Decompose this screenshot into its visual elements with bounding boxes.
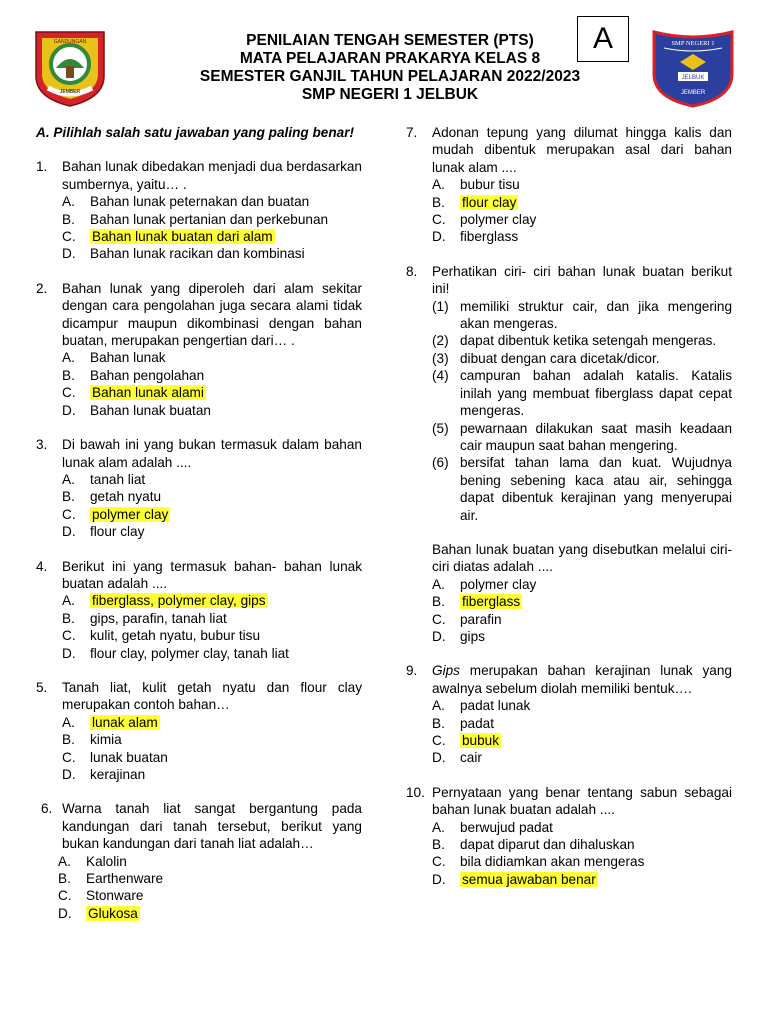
option-letter: C. (432, 733, 446, 748)
option-text: fiberglass (460, 229, 519, 245)
left-logo-top-text: GANDUNGAN (53, 39, 87, 45)
question-text-rest: merupakan bahan kerajinan lunak yang awalnya sebelum diolah memiliki bentuk…. (432, 663, 732, 696)
characteristic-item (432, 420, 732, 455)
item-number: (2) (432, 333, 449, 349)
question-italic-term: Gips (432, 663, 460, 679)
option-a[interactable] (62, 471, 362, 488)
option-letter: B. (432, 594, 445, 610)
question-number: 2. (36, 280, 48, 296)
option-letter: B. (62, 610, 75, 626)
question-number: 3. (36, 437, 48, 453)
question-text: Adonan tepung yang dilumat hingga kalis dan mudah dibentuk merupakan asal dari bahan lunak alam .... (432, 125, 732, 175)
option-letter: C. (62, 628, 76, 644)
answer-highlight: fiberglass, polymer clay, gips (92, 593, 266, 609)
option-letter: B. (62, 732, 75, 748)
item-text: bersifat tahan lama dan kuat. Wujudnya bening sebening kaca atau air, sehingga dapat dibentuk kerajinan yang menyerupai air. (460, 455, 732, 523)
question-number: 9. (406, 663, 418, 679)
school-badge-logo (650, 28, 736, 108)
question-3 (36, 436, 362, 540)
question-number: 10. (406, 784, 425, 800)
option-text: Bahan pengolahan (90, 367, 205, 383)
right-logo-top-text: SMP NEGERI 1 (671, 40, 715, 47)
option-letter: D. (62, 246, 76, 262)
option-d[interactable] (62, 766, 362, 783)
answer-highlight: Bahan lunak buatan dari alam (92, 229, 273, 245)
option-b[interactable] (58, 870, 362, 887)
characteristic-item (432, 332, 732, 349)
option-text: kerajinan (90, 767, 146, 782)
option-d[interactable] (432, 749, 732, 766)
option-letter: A. (432, 698, 445, 714)
option-c[interactable] (432, 611, 732, 628)
option-letter: D. (62, 767, 76, 782)
option-letter: C. (432, 854, 446, 870)
option-letter: C. (58, 888, 72, 904)
exam-header (0, 0, 768, 112)
option-d-answer[interactable] (58, 905, 362, 922)
option-c[interactable] (62, 627, 362, 644)
option-text: tanah liat (90, 471, 146, 487)
exam-title-line-4: SMP NEGERI 1 JELBUK (301, 86, 479, 103)
option-letter: A. (62, 350, 75, 366)
question-number: 4. (36, 558, 48, 574)
option-text: Bahan lunak buatan (90, 402, 211, 418)
option-letter: A. (62, 714, 75, 730)
question-text: Bahan lunak dibedakan menjadi dua berdasarkan sumbernya, yaitu… . (62, 159, 362, 192)
option-letter: D. (62, 402, 76, 418)
instruction-text: A. Pilihlah salah satu jawaban yang paling benar! (36, 125, 355, 140)
question-2 (36, 280, 362, 419)
option-letter: B. (58, 871, 71, 887)
answer-highlight: fiberglass (462, 594, 521, 610)
option-text: cair (460, 750, 482, 766)
option-letter: C. (432, 212, 446, 228)
option-b-answer[interactable] (432, 593, 732, 610)
option-text: berwujud padat (460, 819, 553, 835)
option-text: Earthenware (86, 871, 164, 887)
option-a[interactable] (432, 697, 732, 714)
item-text: memiliki struktur cair, dan jika mengering akan mengeras. (460, 298, 732, 332)
exam-title-line-1: PENILAIAN TENGAH SEMESTER (PTS) (246, 32, 534, 49)
item-number: (4) (432, 368, 449, 384)
option-letter: C. (62, 749, 76, 765)
characteristic-item (432, 350, 732, 367)
item-number: (3) (432, 350, 449, 366)
characteristic-item (432, 454, 732, 524)
option-d[interactable] (62, 245, 362, 262)
question-text: Di bawah ini yang bukan termasuk dalam bahan lunak alam adalah .... (62, 437, 362, 470)
option-b[interactable] (62, 367, 362, 384)
option-letter: D. (432, 628, 446, 644)
question-number: 8. (406, 263, 418, 279)
option-text: polymer clay (460, 576, 537, 592)
option-letter: A. (62, 471, 75, 487)
option-a[interactable] (62, 193, 362, 210)
option-c-answer[interactable] (62, 384, 362, 401)
option-a-answer[interactable] (62, 592, 362, 609)
option-letter: C. (62, 506, 76, 522)
option-text: Bahan lunak pertanian dan perkebunan (90, 211, 329, 227)
option-text: bubur tisu (460, 177, 520, 193)
right-logo-bottom-text: JEMBER (680, 90, 706, 96)
option-text: Bahan lunak (90, 350, 166, 366)
option-letter: B. (432, 837, 445, 853)
option-a[interactable] (432, 176, 732, 193)
item-number: (1) (432, 298, 449, 314)
exam-title-block (150, 32, 630, 104)
option-a[interactable] (58, 853, 362, 870)
question-7 (406, 124, 732, 246)
option-letter: A. (432, 576, 445, 592)
option-text: gips, parafin, tanah liat (90, 610, 227, 626)
option-letter: C. (62, 385, 76, 401)
question-text (432, 662, 732, 697)
question-4 (36, 558, 362, 662)
option-text: parafin (460, 611, 502, 627)
option-text: Bahan lunak peternakan dan buatan (90, 194, 310, 210)
option-d[interactable] (432, 228, 732, 245)
answer-highlight: lunak alam (92, 714, 158, 730)
option-b[interactable] (432, 836, 732, 853)
option-b[interactable] (62, 610, 362, 627)
option-letter: C. (62, 229, 76, 245)
option-text: Stonware (86, 888, 144, 904)
option-text: flour clay (90, 524, 145, 540)
question-6 (36, 800, 362, 922)
option-letter: B. (432, 194, 445, 210)
question-9 (406, 662, 732, 766)
option-a-answer[interactable] (62, 714, 362, 731)
option-text: Kalolin (86, 853, 127, 869)
question-text: Perhatikan ciri- ciri bahan lunak buatan berikut ini! (432, 263, 732, 297)
question-text: Tanah liat, kulit getah nyatu dan flour clay merupakan contoh bahan… (62, 679, 362, 713)
option-d[interactable] (62, 645, 362, 662)
option-text: dapat diparut dan dihaluskan (460, 837, 635, 853)
left-column (36, 124, 362, 939)
option-letter: B. (62, 211, 75, 227)
option-text: polymer clay (460, 212, 537, 228)
item-number: (6) (432, 455, 449, 471)
question-8 (406, 263, 732, 646)
option-a[interactable] (432, 819, 732, 836)
option-letter: D. (58, 905, 72, 921)
option-c-answer[interactable] (432, 732, 732, 749)
option-d[interactable] (432, 628, 732, 645)
answer-highlight: Glukosa (88, 905, 138, 921)
option-a[interactable] (432, 576, 732, 593)
question-5 (36, 679, 362, 783)
option-c-answer[interactable] (62, 228, 362, 245)
option-a[interactable] (62, 349, 362, 366)
option-b[interactable] (432, 715, 732, 732)
option-text: getah nyatu (90, 489, 162, 505)
question-number: 7. (406, 125, 418, 140)
question-10 (406, 784, 732, 888)
option-c[interactable] (432, 211, 732, 228)
option-letter: C. (432, 611, 446, 627)
question-text: Berikut ini yang termasuk bahan- bahan lunak buatan adalah .... (62, 558, 362, 591)
option-letter: A. (62, 194, 75, 210)
exam-version-box: A (577, 16, 629, 62)
answer-highlight: bubuk (462, 733, 500, 748)
regency-crest-logo (30, 28, 110, 108)
exam-title-line-3: SEMESTER GANJIL TAHUN PELAJARAN 2022/2023 (199, 68, 581, 85)
option-text: bila didiamkan akan mengeras (460, 854, 645, 870)
answer-highlight: polymer clay (92, 506, 169, 522)
option-letter: B. (62, 367, 75, 383)
characteristic-item (432, 298, 732, 333)
option-d[interactable] (62, 402, 362, 419)
option-b-answer[interactable] (432, 194, 732, 211)
question-number: 5. (36, 679, 48, 695)
left-logo-bottom-text: JEMBER (59, 89, 81, 95)
answer-highlight: flour clay (462, 194, 517, 210)
option-text: lunak buatan (90, 749, 168, 765)
option-text: kimia (90, 732, 122, 748)
option-letter: A. (62, 593, 75, 609)
option-b[interactable] (62, 211, 362, 228)
question-text: Bahan lunak yang diperoleh dari alam sekitar dengan cara pengolahan juga secara alami tidak dicampur maupun dikombinasi dengan bahan buatan, merupakan pengertian dari… . (62, 280, 362, 349)
option-letter: A. (432, 819, 445, 835)
option-letter: B. (62, 489, 75, 505)
option-letter: B. (432, 715, 445, 731)
question-lead-text: Bahan lunak buatan yang disebutkan melalui ciri- ciri diatas adalah .... (432, 541, 732, 575)
question-number: 6. (41, 801, 53, 817)
item-text: pewarnaan dilakukan saat masih keadaan cair maupun saat bahan mengering. (460, 420, 732, 453)
option-c[interactable] (58, 887, 362, 904)
option-text: padat lunak (460, 698, 531, 714)
question-1 (36, 158, 362, 262)
option-letter: D. (62, 524, 76, 540)
item-text: dibuat dengan cara dicetak/dicor. (460, 350, 660, 366)
option-letter: A. (58, 853, 71, 869)
question-text: Pernyataan yang benar tentang sabun sebagai bahan lunak buatan adalah .... (432, 784, 732, 818)
answer-highlight: semua jawaban benar (462, 871, 596, 887)
right-column (406, 124, 732, 905)
option-letter: D. (432, 750, 446, 766)
option-d-answer[interactable] (432, 871, 732, 888)
option-letter: D. (62, 645, 76, 661)
option-text: padat (460, 715, 495, 731)
option-letter: D. (432, 871, 446, 887)
option-c-answer[interactable] (62, 506, 362, 523)
option-d[interactable] (62, 523, 362, 540)
item-text: dapat dibentuk ketika setengah mengeras. (460, 333, 717, 349)
question-number: 1. (36, 159, 48, 175)
item-text: campuran bahan adalah katalis. Katalis inilah yang membuat fiberglass dapat cepat mengeras. (460, 368, 732, 419)
option-letter: D. (432, 229, 446, 245)
characteristic-item (432, 367, 732, 419)
option-b[interactable] (62, 731, 362, 748)
exam-title-line-2: MATA PELAJARAN PRAKARYA KELAS 8 (239, 50, 541, 67)
option-c[interactable] (62, 749, 362, 766)
option-c[interactable] (432, 853, 732, 870)
option-text: kulit, getah nyatu, bubur tisu (90, 628, 261, 644)
right-logo-middle-text: JELBUK (681, 75, 705, 81)
item-number: (5) (432, 420, 449, 436)
option-text: Bahan lunak racikan dan kombinasi (90, 246, 305, 262)
answer-highlight: Bahan lunak alami (92, 385, 204, 401)
option-b[interactable] (62, 488, 362, 505)
question-text: Warna tanah liat sangat bergantung pada kandungan dari tanah tersebut, berikut yang bukan kandungan dari tanah liat adalah… (62, 801, 362, 852)
option-text: flour clay, polymer clay, tanah liat (90, 645, 289, 661)
option-letter: A. (432, 177, 445, 193)
option-text: gips (460, 628, 485, 644)
